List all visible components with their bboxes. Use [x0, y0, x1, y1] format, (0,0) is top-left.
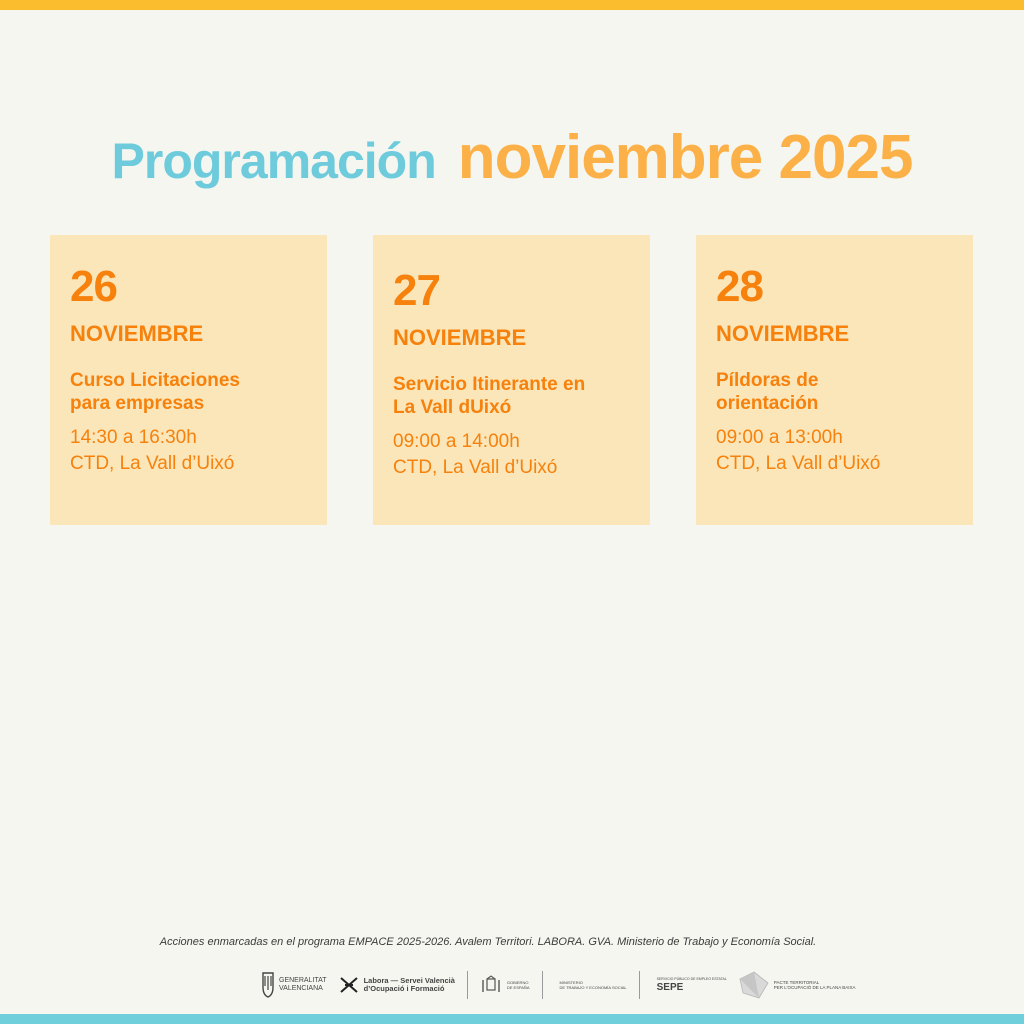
- labora-icon: [339, 975, 359, 995]
- page-title: [0, 122, 1024, 193]
- event-title-line2: para empresas: [70, 393, 205, 414]
- event-month: NOVIEMBRE: [716, 321, 850, 346]
- event-day: 27: [393, 266, 440, 315]
- logo-labora: [339, 975, 455, 995]
- event-title: [70, 369, 327, 415]
- program-note: Acciones enmarcadas en el programa EMPACE 2025-2026. Avalem Territori. LABORA. GVA. Ministerio de Trabajo y Economía Social.: [159, 936, 817, 948]
- event-title-line2: La Vall dUixó: [393, 397, 512, 418]
- generalitat-shield-icon: [262, 972, 274, 998]
- event-place: CTD, La Vall d’Uixó: [393, 457, 558, 478]
- logo-divider: [542, 971, 543, 999]
- logo-divider: [467, 971, 468, 999]
- logo-sepe-line2: SEPE: [656, 982, 684, 993]
- event-card-28: [696, 235, 973, 525]
- logo-gobierno: [480, 974, 530, 996]
- pact-territorial-icon: [739, 971, 769, 999]
- logo-generalitat-line1: GENERALITAT: [279, 977, 327, 984]
- event-time: 09:00 a 14:00h: [393, 431, 520, 452]
- title-programacion: Programación: [111, 133, 436, 189]
- event-day: 26: [70, 262, 117, 311]
- event-card-27: [373, 235, 650, 525]
- logo-pacte-line1: PACTE TERRITORIAL: [773, 979, 820, 985]
- spain-coat-of-arms-icon: [480, 974, 502, 996]
- logo-gobierno-line1: GOBIERNO: [506, 980, 529, 985]
- logo-pacte-territorial: [739, 971, 856, 999]
- sponsor-logos: [262, 965, 856, 1005]
- title-month-year: noviembre 2025: [457, 123, 913, 192]
- logo-sepe: [652, 977, 727, 993]
- logo-ministerio: [555, 980, 627, 990]
- event-place: CTD, La Vall d’Uixó: [70, 453, 235, 474]
- event-card-26: [50, 235, 327, 525]
- logo-sepe-line1: SERVICIO PÚBLICO DE EMPLEO ESTATAL: [656, 977, 727, 981]
- logo-ministerio-line2: DE TRABAJO Y ECONOMÍA SOCIAL: [559, 985, 627, 990]
- logo-generalitat: [262, 972, 327, 998]
- event-title-line1: Píldoras de: [716, 370, 819, 391]
- logo-labora-line1: Labora — Servei Valencià: [363, 976, 455, 985]
- event-title: [716, 369, 973, 415]
- event-place: CTD, La Vall d’Uixó: [716, 453, 881, 474]
- event-month: NOVIEMBRE: [70, 321, 204, 346]
- event-title-line1: Servicio Itinerante en: [393, 374, 586, 395]
- logo-labora-line2: d’Ocupació i Formació: [363, 984, 445, 993]
- event-title: [393, 373, 650, 419]
- event-title-line2: orientación: [716, 393, 819, 414]
- event-month: NOVIEMBRE: [393, 325, 527, 350]
- logo-generalitat-line2: VALENCIANA: [279, 985, 323, 992]
- top-accent-bar: [0, 0, 1024, 10]
- logo-ministerio-line1: MINISTERIO: [559, 980, 583, 985]
- logo-gobierno-line2: DE ESPAÑA: [506, 985, 530, 990]
- bottom-accent-bar: [0, 1014, 1024, 1024]
- event-time: 09:00 a 13:00h: [716, 427, 843, 448]
- logo-divider: [639, 971, 640, 999]
- logo-pacte-line2: PER L’OCUPACIÓ DE LA PLANA BAIXA: [773, 985, 856, 990]
- event-day: 28: [716, 262, 763, 311]
- event-title-line1: Curso Licitaciones: [70, 370, 240, 391]
- event-time: 14:30 a 16:30h: [70, 427, 197, 448]
